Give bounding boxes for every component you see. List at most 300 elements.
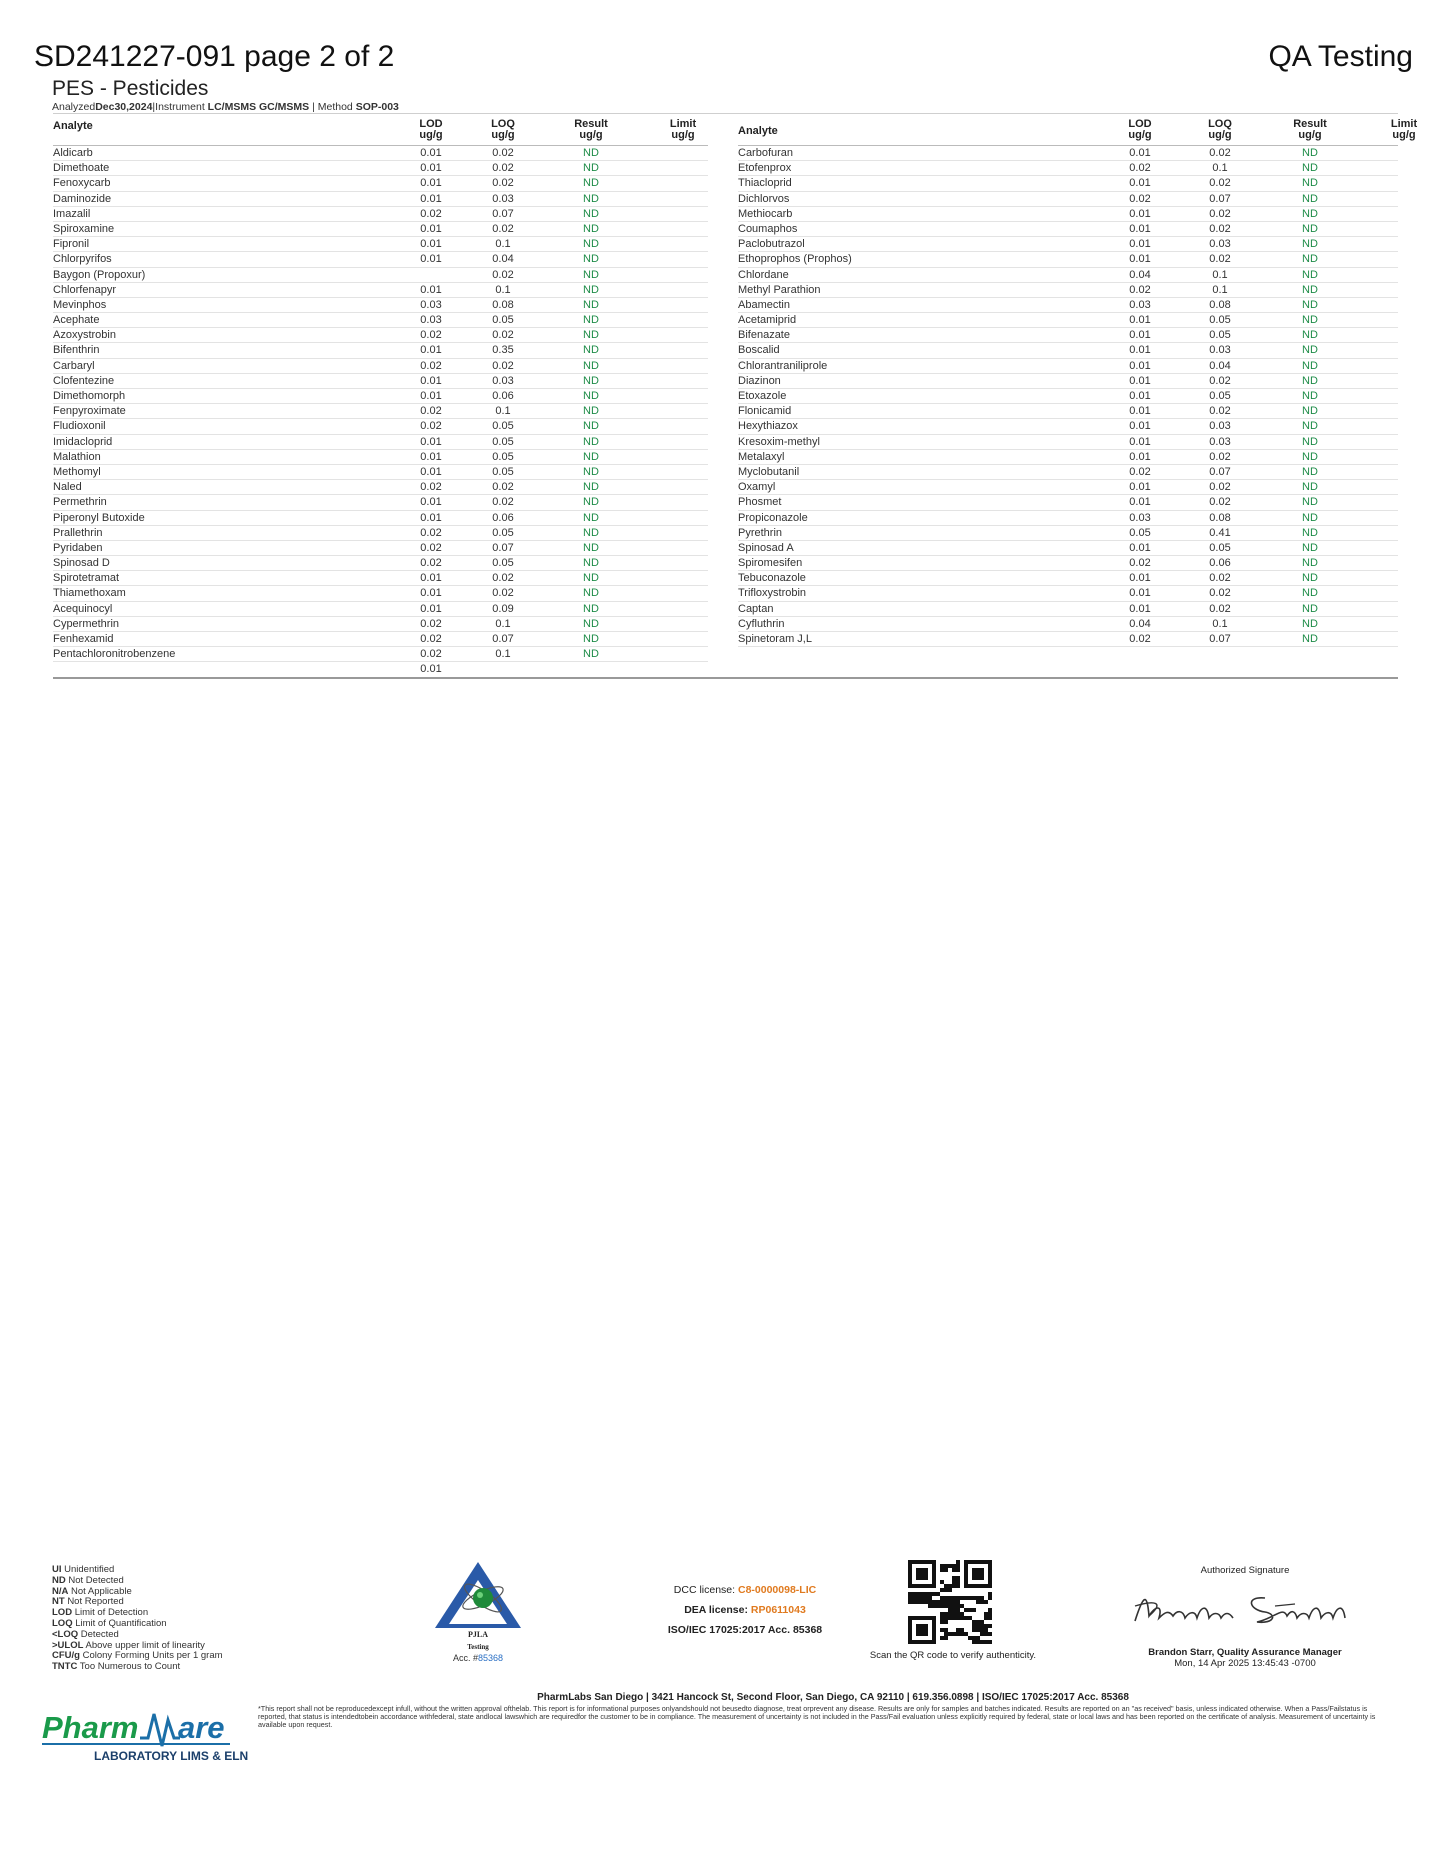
result-cell: ND	[1302, 572, 1318, 585]
analyte-cell: Methiocarb	[738, 207, 793, 220]
lod-cell: 0.01	[420, 147, 442, 159]
signature-block	[1120, 1565, 1370, 1669]
result-cell: ND	[583, 253, 599, 266]
table-row	[738, 602, 1398, 617]
lod-cell: 0.02	[420, 329, 442, 342]
analyte-cell: Pyrethrin	[738, 526, 783, 539]
lod-cell: 0.02	[420, 405, 442, 418]
report-id: SD241227-091 page 2 of 2	[34, 40, 395, 73]
result-cell: ND	[1302, 344, 1318, 357]
loq-cell: 0.1	[495, 648, 511, 661]
pjla-name: PJLA	[468, 1630, 488, 1639]
lod-cell: 0.01	[420, 238, 442, 251]
loq-cell: 0.02	[492, 162, 514, 175]
table-row	[738, 571, 1398, 586]
loq-cell: 0.02	[1209, 207, 1231, 220]
loq-cell: 0.09	[492, 602, 514, 615]
analyte-cell: Carbaryl	[53, 359, 95, 372]
legend-meaning: Limit of Detection	[74, 1607, 149, 1619]
svg-text:Pharm: Pharm	[42, 1710, 139, 1745]
lod-cell: 0.01	[1129, 147, 1151, 159]
result-cell: ND	[583, 374, 599, 387]
analyte-cell: Naled	[53, 481, 82, 494]
table-row	[53, 222, 708, 237]
table-row	[53, 435, 708, 450]
analyte-cell: Thiamethoxam	[53, 587, 126, 600]
table-row	[53, 237, 708, 252]
loq-cell: 0.03	[1209, 344, 1231, 357]
result-cell: ND	[583, 268, 599, 281]
loq-cell: 0.02	[492, 329, 514, 342]
loq-cell: 0.03	[492, 192, 514, 205]
table-row	[738, 480, 1398, 495]
table-row	[53, 161, 708, 176]
loq-cell: 0.03	[1209, 435, 1231, 448]
lod-cell: 0.01	[1129, 222, 1151, 235]
analyte-cell: Chlorpyrifos	[53, 253, 112, 266]
header-loq-unit: ug/g	[1208, 129, 1232, 141]
legend-meaning: Detected	[80, 1628, 119, 1640]
lod-cell: 0.02	[420, 557, 442, 570]
result-cell: ND	[583, 314, 599, 327]
table-row	[738, 374, 1398, 389]
table-header	[53, 113, 708, 146]
result-cell: ND	[1302, 465, 1318, 478]
table-row	[738, 632, 1398, 647]
lod-cell: 0.02	[420, 359, 442, 372]
result-cell: ND	[583, 648, 599, 661]
result-cell: ND	[583, 496, 599, 509]
loq-cell: 0.02	[1209, 450, 1231, 463]
table-row	[738, 450, 1398, 465]
legend-abbrev: N/A	[52, 1585, 69, 1597]
result-cell: ND	[1302, 207, 1318, 220]
table-row	[53, 662, 708, 677]
table-row	[53, 328, 708, 343]
result-cell: ND	[583, 192, 599, 205]
analyte-cell: Tebuconazole	[738, 572, 806, 585]
legend-abbrev: LOD	[52, 1607, 73, 1619]
meta-instrument-label: |Instrument	[152, 101, 208, 113]
loq-cell: 0.02	[492, 147, 514, 159]
lod-cell: 0.01	[1129, 344, 1151, 357]
result-cell: ND	[583, 359, 599, 372]
table-body-left	[53, 146, 708, 678]
loq-cell: 0.08	[1209, 298, 1231, 311]
analyte-cell: Methyl Parathion	[738, 283, 821, 296]
table-row	[738, 207, 1398, 222]
lod-cell: 0.01	[1129, 541, 1151, 554]
loq-cell: 0.02	[492, 177, 514, 190]
loq-cell: 0.02	[1209, 481, 1231, 494]
lod-cell: 0.01	[1129, 405, 1151, 418]
table-row	[738, 176, 1398, 191]
loq-cell: 0.02	[1209, 374, 1231, 387]
result-cell: ND	[1302, 222, 1318, 235]
analyte-cell: Cyfluthrin	[738, 617, 785, 630]
analyte-cell: Paclobutrazol	[738, 238, 805, 251]
loq-cell: 0.08	[492, 298, 514, 311]
table-row	[738, 237, 1398, 252]
table-row	[738, 192, 1398, 207]
header-limit	[1374, 119, 1434, 141]
disclaimer-text: *This report shall not be reproducedexcept infull, without the written approval ofthelab. This report is for informational purposes onlyandshould not beusedto diagnose, treat orprevent any disease. Results are only for samples and batches indicated. Results are reported on an "as received" basis, unless indicated otherwise. When a Pass/Failstatus is reported, that status is intendedtobein accordance withfederal, state andlocal lawswhich are requiredfor the customer to be in compliance. The measurement of uncertainty is not included in the Pass/Fail evaluation unless explicitly required by federal, state or local laws and has been reported on the certificate of analysis. Measurement of uncertainty is available upon request.	[258, 1704, 1376, 1729]
lod-cell: 0.01	[1129, 314, 1151, 327]
result-cell: ND	[1302, 496, 1318, 509]
result-cell: ND	[1302, 587, 1318, 600]
table-row	[53, 602, 708, 617]
lod-cell: 0.05	[1129, 526, 1151, 539]
result-cell: ND	[1302, 633, 1318, 645]
result-cell: ND	[583, 283, 599, 296]
loq-cell: 0.08	[1209, 511, 1231, 524]
loq-cell: 0.03	[492, 374, 514, 387]
header-result-unit: ug/g	[579, 129, 603, 141]
legend-meaning: Above upper limit of linearity	[85, 1639, 205, 1651]
result-cell: ND	[1302, 283, 1318, 296]
legend-item	[52, 1662, 223, 1673]
analyte-cell: Spirotetramat	[53, 572, 120, 585]
table-row	[53, 252, 708, 267]
header-result	[1280, 119, 1340, 141]
table-row	[53, 146, 708, 161]
table-row	[738, 222, 1398, 237]
lod-cell: 0.01	[1129, 450, 1151, 463]
results-column-right	[738, 113, 1418, 647]
analyte-cell: Spinosad D	[53, 557, 110, 570]
lod-cell: 0.02	[420, 526, 442, 539]
loq-cell: 0.07	[492, 633, 514, 645]
analyte-cell: Pentachloronitrobenzene	[53, 648, 176, 661]
result-cell: ND	[583, 617, 599, 630]
table-row	[53, 298, 708, 313]
loq-cell: 0.07	[492, 207, 514, 220]
analyte-cell: Fenpyroximate	[53, 405, 126, 418]
meta-method-label: | Method	[309, 101, 356, 113]
loq-cell: 0.1	[495, 283, 511, 296]
lod-cell: 0.02	[420, 617, 442, 630]
analyte-cell: Chlorantraniliprole	[738, 359, 828, 372]
meta-method-value: SOP-003	[355, 101, 399, 113]
loq-cell: 0.07	[1209, 465, 1231, 478]
analyte-cell: Dichlorvos	[738, 192, 790, 205]
header-lod-label: LOD	[1128, 118, 1152, 130]
result-cell: ND	[1302, 314, 1318, 327]
result-cell: ND	[1302, 147, 1318, 159]
lod-cell: 0.01	[1129, 329, 1151, 342]
analyte-cell: Boscalid	[738, 344, 780, 357]
lod-cell: 0.03	[1129, 511, 1151, 524]
lod-cell: 0.02	[420, 207, 442, 220]
lod-cell: 0.01	[1129, 207, 1151, 220]
table-row	[738, 495, 1398, 510]
result-cell: ND	[1302, 268, 1318, 281]
table-row	[53, 541, 708, 556]
result-cell: ND	[1302, 253, 1318, 266]
analyte-cell: Bifenthrin	[53, 344, 100, 357]
table-row	[738, 541, 1398, 556]
lod-cell: 0.01	[420, 602, 442, 615]
table-row	[53, 511, 708, 526]
pjla-accreditation	[428, 1560, 528, 1663]
analyte-cell: Metalaxyl	[738, 450, 785, 463]
result-cell: ND	[1302, 162, 1318, 175]
loq-cell: 0.1	[495, 238, 511, 251]
lod-cell: 0.01	[1129, 238, 1151, 251]
table-row	[53, 389, 708, 404]
result-cell: ND	[583, 162, 599, 175]
lod-cell: 0.02	[420, 420, 442, 433]
loq-cell: 0.06	[492, 511, 514, 524]
analyte-cell: Diazinon	[738, 374, 781, 387]
result-cell: ND	[1302, 420, 1318, 433]
lod-cell: 0.01	[420, 344, 442, 357]
table-row	[738, 283, 1398, 298]
table-row	[738, 419, 1398, 434]
analyte-cell: Myclobutanil	[738, 465, 800, 478]
dea-license-value: RP0611043	[750, 1604, 806, 1616]
header-limit-label: Limit	[1390, 118, 1418, 130]
loq-cell: 0.02	[1209, 147, 1231, 159]
lod-cell: 0.01	[420, 374, 442, 387]
table-row	[53, 419, 708, 434]
analyte-cell: Prallethrin	[53, 526, 103, 539]
result-cell: ND	[1302, 511, 1318, 524]
result-cell: ND	[583, 587, 599, 600]
result-cell: ND	[1302, 602, 1318, 615]
lod-cell: 0.01	[1129, 390, 1151, 402]
result-cell: ND	[583, 420, 599, 433]
legend-abbrev: >ULOL	[52, 1639, 84, 1651]
analyte-cell: Spiroxamine	[53, 222, 115, 235]
analyte-cell: Propiconazole	[738, 511, 808, 524]
loq-cell: 0.02	[492, 481, 514, 494]
result-cell: ND	[583, 147, 599, 159]
lod-cell: 0.01	[1129, 420, 1151, 433]
result-cell: ND	[583, 405, 599, 418]
legend-abbrev: ND	[52, 1574, 66, 1586]
handwritten-signature-icon	[1125, 1576, 1365, 1636]
result-cell: ND	[1302, 329, 1318, 342]
qr-code-icon[interactable]	[908, 1560, 992, 1649]
lod-cell: 0.01	[420, 390, 442, 402]
analysis-meta	[52, 101, 399, 113]
lod-cell: 0.01	[1129, 496, 1151, 509]
loq-cell: 0.05	[492, 450, 514, 463]
lod-cell: 0.01	[420, 450, 442, 463]
table-row	[53, 192, 708, 207]
lod-cell: 0.01	[420, 435, 442, 448]
analyte-cell: Fipronil	[53, 238, 90, 251]
analyte-cell: Chlordane	[738, 268, 789, 281]
analyte-cell: Malathion	[53, 450, 101, 463]
table-row	[53, 343, 708, 358]
table-row	[738, 146, 1398, 161]
analyte-cell: Spiromesifen	[738, 557, 803, 570]
result-cell: ND	[583, 572, 599, 585]
legend-meaning: Colony Forming Units per 1 gram	[82, 1650, 223, 1662]
result-cell: ND	[1302, 481, 1318, 494]
table-row	[53, 268, 708, 283]
pjla-acc-number: 85368	[477, 1653, 504, 1663]
result-cell: ND	[1302, 177, 1318, 190]
lod-cell: 0.02	[420, 633, 442, 645]
loq-cell: 0.02	[492, 222, 514, 235]
header-result-label: Result	[1293, 118, 1327, 130]
legend-abbrev: TNTC	[52, 1661, 78, 1673]
header-result-label: Result	[574, 118, 608, 130]
lod-cell: 0.01	[420, 222, 442, 235]
lod-cell: 0.01	[420, 283, 442, 296]
loq-cell: 0.1	[495, 405, 511, 418]
table-row	[738, 313, 1398, 328]
header-lod-unit: ug/g	[419, 129, 443, 141]
lod-cell: 0.04	[1129, 268, 1151, 281]
header-loq	[473, 119, 533, 141]
header-loq-unit: ug/g	[491, 129, 515, 141]
table-row	[738, 556, 1398, 571]
analyte-cell: Aldicarb	[53, 147, 93, 159]
lod-cell: 0.01	[420, 587, 442, 600]
loq-cell: 0.02	[1209, 222, 1231, 235]
loq-cell: 0.06	[1209, 557, 1231, 570]
analyte-cell: Spinosad A	[738, 541, 794, 554]
table-row	[53, 495, 708, 510]
result-cell: ND	[583, 177, 599, 190]
loq-cell: 0.02	[492, 268, 514, 281]
result-cell: ND	[583, 450, 599, 463]
table-row	[53, 359, 708, 374]
lod-cell: 0.02	[420, 541, 442, 554]
meta-analyzed-label: Analyzed	[52, 101, 96, 113]
loq-cell: 0.04	[1209, 359, 1231, 372]
table-row	[53, 571, 708, 586]
result-cell: ND	[1302, 405, 1318, 418]
lod-cell: 0.03	[420, 314, 442, 327]
analyte-cell: Abamectin	[738, 298, 790, 311]
result-cell: ND	[583, 526, 599, 539]
header-analyte: Analyte	[738, 125, 778, 137]
header-loq	[1190, 119, 1250, 141]
dea-license	[620, 1600, 870, 1620]
loq-cell: 0.02	[1209, 405, 1231, 418]
header-limit-unit: ug/g	[671, 129, 695, 141]
table-row	[53, 374, 708, 389]
pjla-sub: Testing	[467, 1643, 489, 1651]
analyte-cell: Permethrin	[53, 496, 107, 509]
meta-instrument-value: LC/MSMS GC/MSMS	[207, 101, 310, 113]
result-cell: ND	[583, 465, 599, 478]
loq-cell: 0.06	[492, 390, 514, 402]
result-cell: ND	[1302, 435, 1318, 448]
analyte-cell: Daminozide	[53, 192, 112, 205]
lod-cell: 0.01	[420, 253, 442, 266]
header-loq-label: LOQ	[491, 118, 515, 130]
analyte-cell: Clofentezine	[53, 374, 115, 387]
result-cell: ND	[583, 602, 599, 615]
svg-text:are: are	[178, 1710, 225, 1745]
header-lod	[1110, 119, 1170, 141]
header-analyte: Analyte	[53, 120, 93, 132]
lod-cell: 0.01	[1129, 359, 1151, 372]
result-cell: ND	[583, 344, 599, 357]
analyte-cell: Piperonyl Butoxide	[53, 511, 145, 524]
dcc-license-value: C8-0000098-LIC	[737, 1584, 817, 1596]
lod-cell: 0.01	[420, 572, 442, 585]
result-cell: ND	[1302, 298, 1318, 311]
loq-cell: 0.05	[492, 420, 514, 433]
lod-cell: 0.02	[1129, 283, 1151, 296]
analyte-cell: Azoxystrobin	[53, 329, 116, 342]
header-limit-unit: ug/g	[1392, 129, 1416, 141]
dcc-license	[620, 1580, 870, 1600]
result-cell: ND	[1302, 238, 1318, 251]
loq-cell: 0.02	[1209, 587, 1231, 600]
lod-cell: 0.01	[1129, 587, 1151, 600]
lod-cell: 0.03	[420, 298, 442, 311]
loq-cell: 0.05	[1209, 541, 1231, 554]
table-body-right	[738, 146, 1398, 647]
loq-cell: 0.03	[1209, 238, 1231, 251]
result-cell: ND	[583, 238, 599, 251]
legend-meaning: Unidentified	[64, 1564, 115, 1575]
meta-analyzed-value: Dec30,2024	[95, 101, 153, 113]
analyte-cell: Bifenazate	[738, 329, 790, 342]
loq-cell: 0.1	[1212, 283, 1228, 296]
result-cell: ND	[583, 557, 599, 570]
pjla-acc-label: Acc. #	[452, 1653, 478, 1663]
loq-cell: 0.02	[492, 572, 514, 585]
result-cell: ND	[583, 222, 599, 235]
loq-cell: 0.07	[1209, 192, 1231, 205]
lod-cell: 0.01	[420, 511, 442, 524]
header-lod	[401, 119, 461, 141]
table-row	[738, 404, 1398, 419]
table-row	[53, 283, 708, 298]
analyte-cell: Etoxazole	[738, 390, 787, 402]
result-cell: ND	[583, 298, 599, 311]
table-row	[53, 450, 708, 465]
loq-cell: 0.05	[492, 314, 514, 327]
lab-name: QA Testing	[1268, 40, 1413, 73]
result-cell: ND	[583, 435, 599, 448]
table-row	[738, 526, 1398, 541]
lod-cell: 0.01	[1129, 435, 1151, 448]
analyte-cell: Acequinocyl	[53, 602, 113, 615]
lod-cell: 0.01	[420, 496, 442, 509]
analyte-cell: Methomyl	[53, 465, 101, 478]
table-row	[53, 632, 708, 647]
legend-meaning: Not Reported	[67, 1596, 124, 1608]
header-lod-unit: ug/g	[1128, 129, 1152, 141]
table-row	[738, 435, 1398, 450]
pharmware-logo-icon	[40, 1700, 249, 1770]
loq-cell: 0.02	[1209, 572, 1231, 585]
loq-cell: 0.02	[1209, 177, 1231, 190]
analyte-cell: Dimethoate	[53, 162, 110, 175]
loq-cell: 0.07	[1209, 633, 1231, 645]
analyte-cell: Oxamyl	[738, 481, 776, 494]
analyte-cell: Chlorfenapyr	[53, 283, 116, 296]
table-bottom-border	[53, 677, 1398, 679]
analyte-cell: Etofenprox	[738, 162, 792, 175]
table-row	[738, 465, 1398, 480]
lod-cell: 0.02	[1129, 162, 1151, 175]
lod-cell: 0.02	[1129, 633, 1151, 645]
header-lod-label: LOD	[419, 118, 443, 130]
lod-cell: 0.01	[420, 192, 442, 205]
lod-cell: 0.02	[1129, 192, 1151, 205]
